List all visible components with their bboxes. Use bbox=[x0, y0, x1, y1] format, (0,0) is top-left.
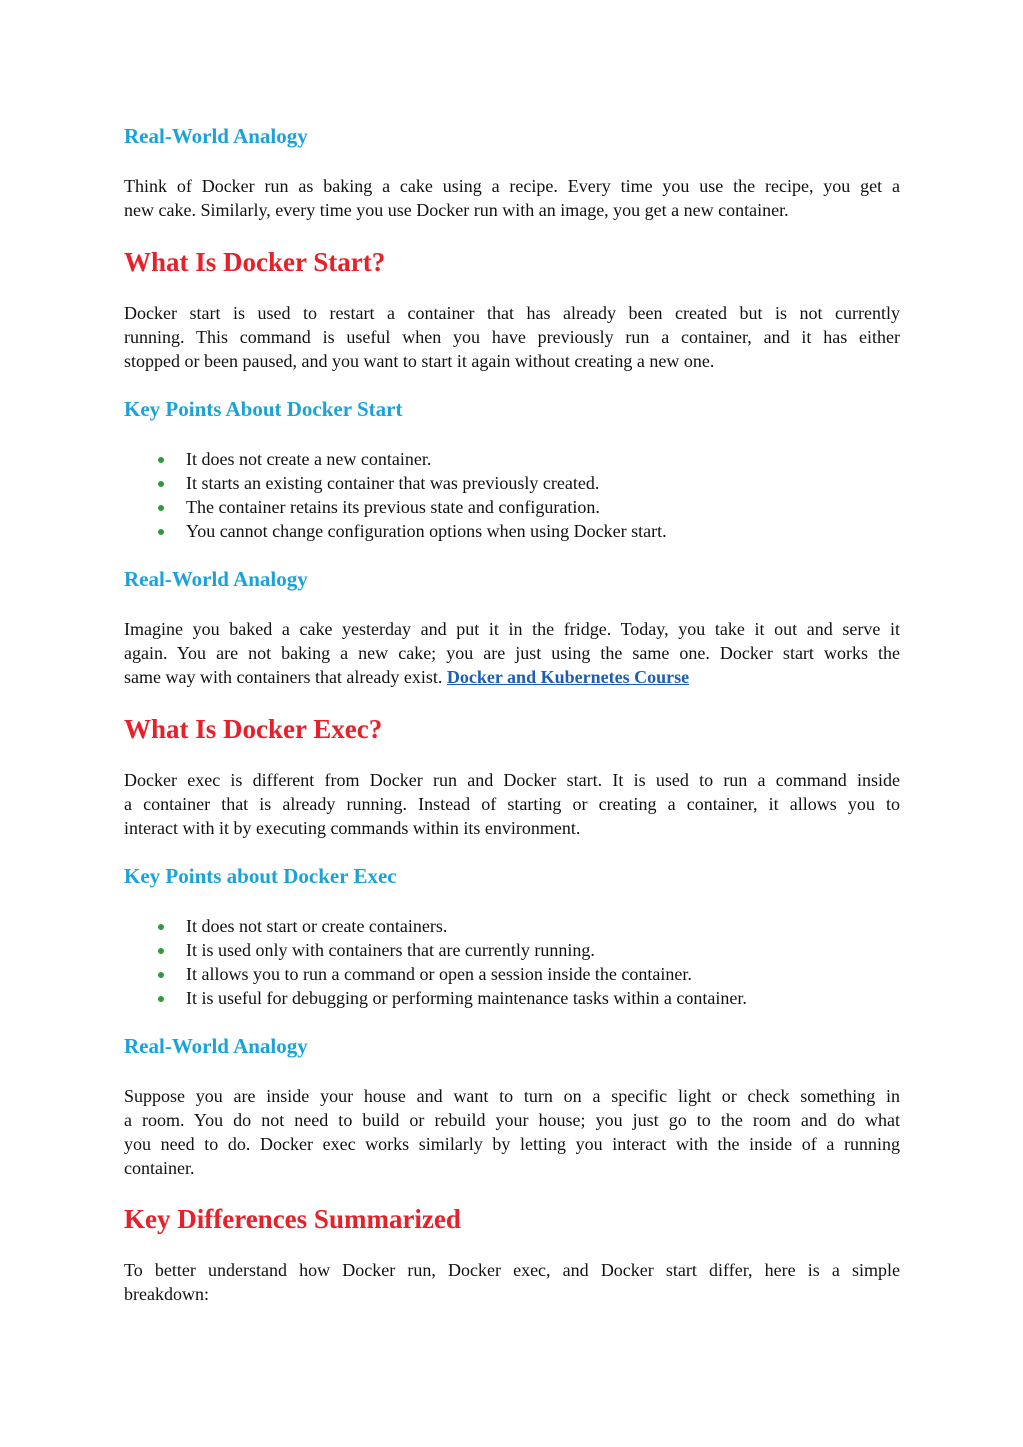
list-item-text: You cannot change configuration options when using Docker start. bbox=[186, 521, 667, 541]
analogy3-line-3: you need to do. Docker exec works similarly by letting you interact with the inside of a running bbox=[124, 1134, 900, 1154]
key-differences-heading: Key Differences Summarized bbox=[124, 1204, 461, 1234]
docker-start-line-2: running. This command is useful when you have previously run a container, and it has either bbox=[124, 327, 900, 347]
list-item bbox=[124, 471, 667, 495]
analogy2-line-3 bbox=[124, 665, 900, 689]
bullet-dot-icon bbox=[158, 924, 164, 930]
analogy3-line-2: a room. You do not need to build or rebuild your house; you just go to the room and do what bbox=[124, 1110, 900, 1130]
key-differences-paragraph bbox=[124, 1258, 900, 1306]
docker-exec-line-3: interact with it by executing commands within its environment. bbox=[124, 818, 581, 838]
docker-exec-heading: What Is Docker Exec? bbox=[124, 714, 383, 744]
docker-start-heading: What Is Docker Start? bbox=[124, 247, 386, 277]
docker-kubernetes-course-link[interactable]: Docker and Kubernetes Course bbox=[446, 667, 690, 687]
docker-exec-line-2: a container that is already running. Instead of starting or creating a container, it allows you to bbox=[124, 794, 900, 814]
start-key-points-heading: Key Points About Docker Start bbox=[124, 397, 403, 421]
list-item bbox=[124, 914, 747, 938]
bullet-dot-icon bbox=[158, 948, 164, 954]
key-differences-line-1: To better understand how Docker run, Docker exec, and Docker start differ, here is a simple bbox=[124, 1260, 900, 1280]
list-item-text: It starts an existing container that was previously created. bbox=[186, 473, 600, 493]
analogy3-heading: Real-World Analogy bbox=[124, 1034, 308, 1058]
list-item bbox=[124, 962, 747, 986]
docker-exec-paragraph bbox=[124, 768, 900, 840]
exec-key-points-heading: Key Points about Docker Exec bbox=[124, 864, 397, 888]
docker-start-line-3: stopped or been paused, and you want to start it again without creating a new one. bbox=[124, 351, 715, 371]
analogy3-paragraph bbox=[124, 1084, 900, 1180]
docker-start-line-1: Docker start is used to restart a container that has already been created but is not currently bbox=[124, 303, 900, 323]
analogy3-line-1: Suppose you are inside your house and want to turn on a specific light or check something in bbox=[124, 1086, 900, 1106]
analogy2-line-2: again. You are not baking a new cake; you are just using the same one. Docker start works the bbox=[124, 643, 900, 663]
list-item-text: It allows you to run a command or open a session inside the container. bbox=[186, 964, 692, 984]
exec-key-points-list bbox=[124, 914, 747, 1010]
analogy1-paragraph bbox=[124, 174, 900, 222]
docker-exec-line-1: Docker exec is different from Docker run and Docker start. It is used to run a command inside bbox=[124, 770, 900, 790]
analogy2-line-1: Imagine you baked a cake yesterday and put it in the fridge. Today, you take it out and serve it bbox=[124, 619, 900, 639]
list-item-text: The container retains its previous state and configuration. bbox=[186, 497, 600, 517]
list-item-text: It is useful for debugging or performing maintenance tasks within a container. bbox=[186, 988, 747, 1008]
bullet-dot-icon bbox=[158, 481, 164, 487]
bullet-dot-icon bbox=[158, 457, 164, 463]
list-item-text: It does not start or create containers. bbox=[186, 916, 448, 936]
analogy2-line-3-text: same way with containers that already exist. bbox=[124, 667, 443, 687]
list-item-text: It is used only with containers that are currently running. bbox=[186, 940, 595, 960]
analogy1-heading: Real-World Analogy bbox=[124, 124, 308, 148]
list-item-text: It does not create a new container. bbox=[186, 449, 432, 469]
bullet-dot-icon bbox=[158, 505, 164, 511]
list-item bbox=[124, 495, 667, 519]
analogy2-paragraph bbox=[124, 617, 900, 689]
bullet-dot-icon bbox=[158, 972, 164, 978]
list-item bbox=[124, 519, 667, 543]
list-item bbox=[124, 447, 667, 471]
bullet-dot-icon bbox=[158, 996, 164, 1002]
list-item bbox=[124, 986, 747, 1010]
start-key-points-list bbox=[124, 447, 667, 543]
analogy3-line-4: container. bbox=[124, 1158, 195, 1178]
bullet-dot-icon bbox=[158, 529, 164, 535]
docker-start-paragraph bbox=[124, 301, 900, 373]
key-differences-line-2: breakdown: bbox=[124, 1284, 209, 1304]
analogy2-heading: Real-World Analogy bbox=[124, 567, 308, 591]
analogy1-line-2: new cake. Similarly, every time you use Docker run with an image, you get a new container. bbox=[124, 200, 789, 220]
analogy1-line-1: Think of Docker run as baking a cake using a recipe. Every time you use the recipe, you get a bbox=[124, 176, 900, 196]
list-item bbox=[124, 938, 747, 962]
